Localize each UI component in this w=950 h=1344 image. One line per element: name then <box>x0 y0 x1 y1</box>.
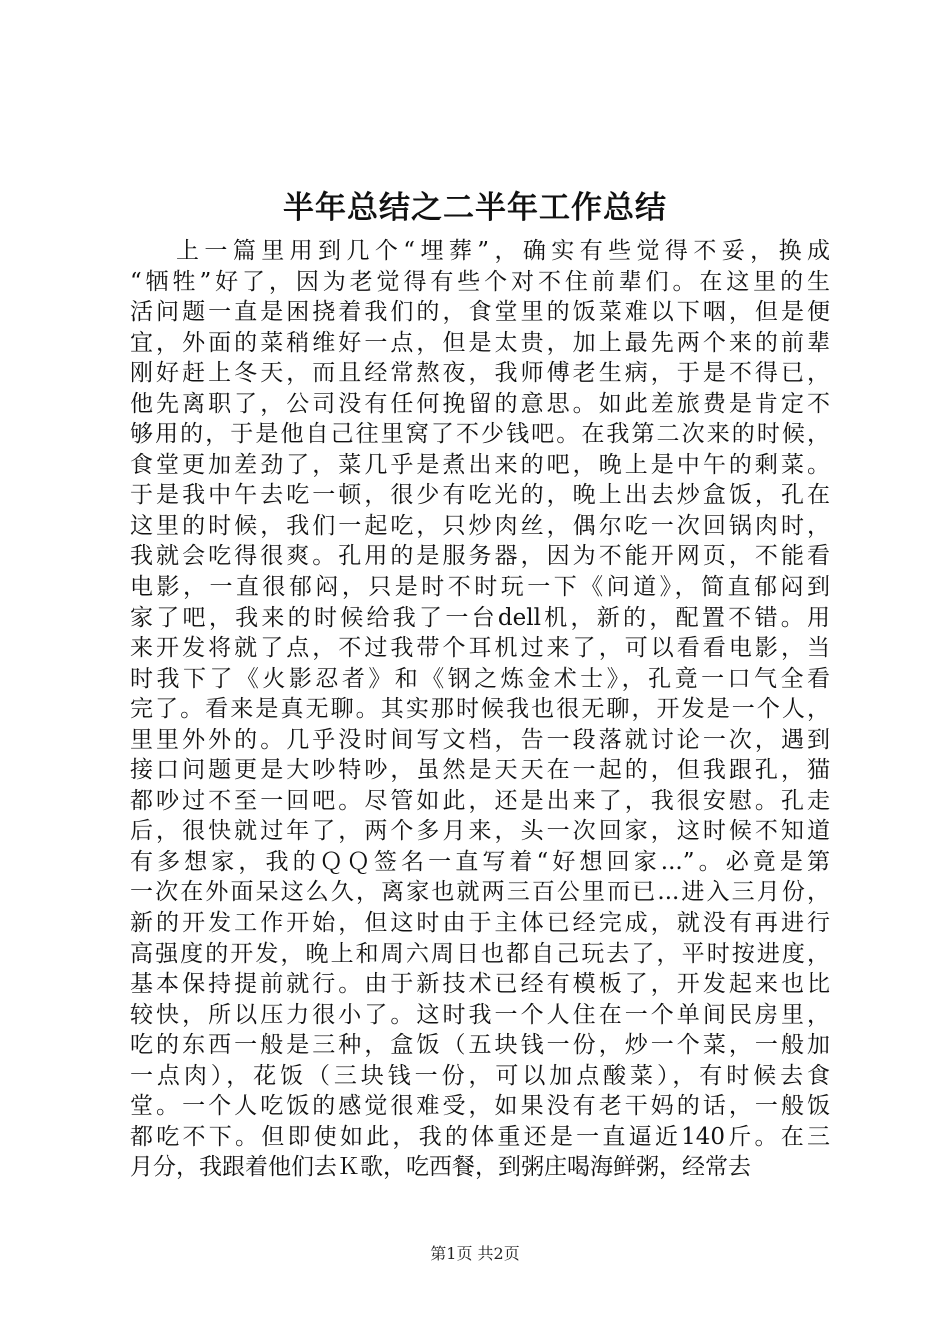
text-line: 接口问题更是大吵特吵，虽然是天天在一起的，但我跟孔，猫 <box>130 757 830 784</box>
text-line: 堂。一个人吃饭的感觉很难受，如果没有老干妈的话，一般饭 <box>130 1093 830 1120</box>
text-line: 电影，一直很郁闷，只是时不时玩一下《问道》，简直郁闷到 <box>130 574 830 601</box>
text-line: 家了吧，我来的时候给我了一台dell机，新的，配置不错。用 <box>130 604 830 631</box>
text-line: 完了。看来是真无聊。其实那时候我也很无聊，开发是一个人， <box>130 696 830 723</box>
text-line: 有多想家，我的ＱＱ签名一直写着“好想回家...”。必竟是第 <box>130 848 830 875</box>
text-line: 活问题一直是困挠着我们的，食堂里的饭菜难以下咽，但是便 <box>130 299 830 326</box>
text-line: 上一篇里用到几个“埋葬”，确实有些觉得不妥，换成 <box>176 238 830 264</box>
text-line: 时我下了《火影忍者》和《钢之炼金术士》，孔竟一口气全看 <box>130 665 830 692</box>
document-body <box>130 236 830 1183</box>
text-line: 里里外外的。几乎没时间写文档，告一段落就讨论一次，遇到 <box>130 726 830 753</box>
text-line: 基本保持提前就行。由于新技术已经有模板了，开发起来也比 <box>130 971 830 998</box>
text-line: “牺牲”好了，因为老觉得有些个对不住前辈们。在这里的生 <box>130 268 830 295</box>
text-line: 来开发将就了点，不过我带个耳机过来了，可以看看电影，当 <box>130 635 830 662</box>
text-line: 一次在外面呆这么久，离家也就两三百公里而已...进入三月份， <box>130 879 830 906</box>
text-line: 这里的时候，我们一起吃，只炒肉丝，偶尔吃一次回锅肉时， <box>130 512 830 539</box>
text-line: 都吵过不至一回吧。尽管如此，还是出来了，我很安慰。孔走 <box>130 787 830 814</box>
text-line: 于是我中午去吃一顿，很少有吃光的，晚上出去炒盒饭，孔在 <box>130 482 830 509</box>
document-title: 半年总结之二半年工作总结 <box>283 190 667 226</box>
text-line: 月分，我跟着他们去Ｋ歌，吃西餐，到粥庄喝海鲜粥，经常去 <box>130 1154 751 1181</box>
text-line: 新的开发工作开始，但这时由于主体已经完成，就没有再进行 <box>130 910 830 937</box>
text-line: 后，很快就过年了，两个多月来，头一次回家，这时候不知道 <box>130 818 830 845</box>
text-line: 我就会吃得很爽。孔用的是服务器，因为不能开网页，不能看 <box>130 543 830 570</box>
page-footer: 第1页 共2页 <box>430 1244 520 1263</box>
text-line: 高强度的开发，晚上和周六周日也都自己玩去了，平时按进度， <box>130 940 830 967</box>
text-line: 宜，外面的菜稍维好一点，但是太贵，加上最先两个来的前辈 <box>130 329 830 356</box>
text-line: 他先离职了，公司没有任何挽留的意思。如此差旅费是肯定不 <box>130 390 830 417</box>
text-line: 一点肉），花饭（三块钱一份，可以加点酸菜），有时候去食 <box>130 1062 830 1089</box>
text-line: 较快，所以压力很小了。这时我一个人住在一个单间民房里， <box>130 1001 830 1028</box>
text-line: 食堂更加差劲了，菜几乎是煮出来的吧，晚上是中午的剩菜。 <box>130 451 830 478</box>
text-line: 都吃不下。但即使如此，我的体重还是一直逼近140斤。在三 <box>130 1123 830 1150</box>
text-line: 吃的东西一般是三种，盒饭（五块钱一份，炒一个菜，一般加 <box>130 1032 830 1059</box>
text-line: 刚好赶上冬天，而且经常熬夜，我师傅老生病，于是不得已， <box>130 360 830 387</box>
text-line: 够用的，于是他自己往里窝了不少钱吧。在我第二次来的时候， <box>130 421 830 448</box>
